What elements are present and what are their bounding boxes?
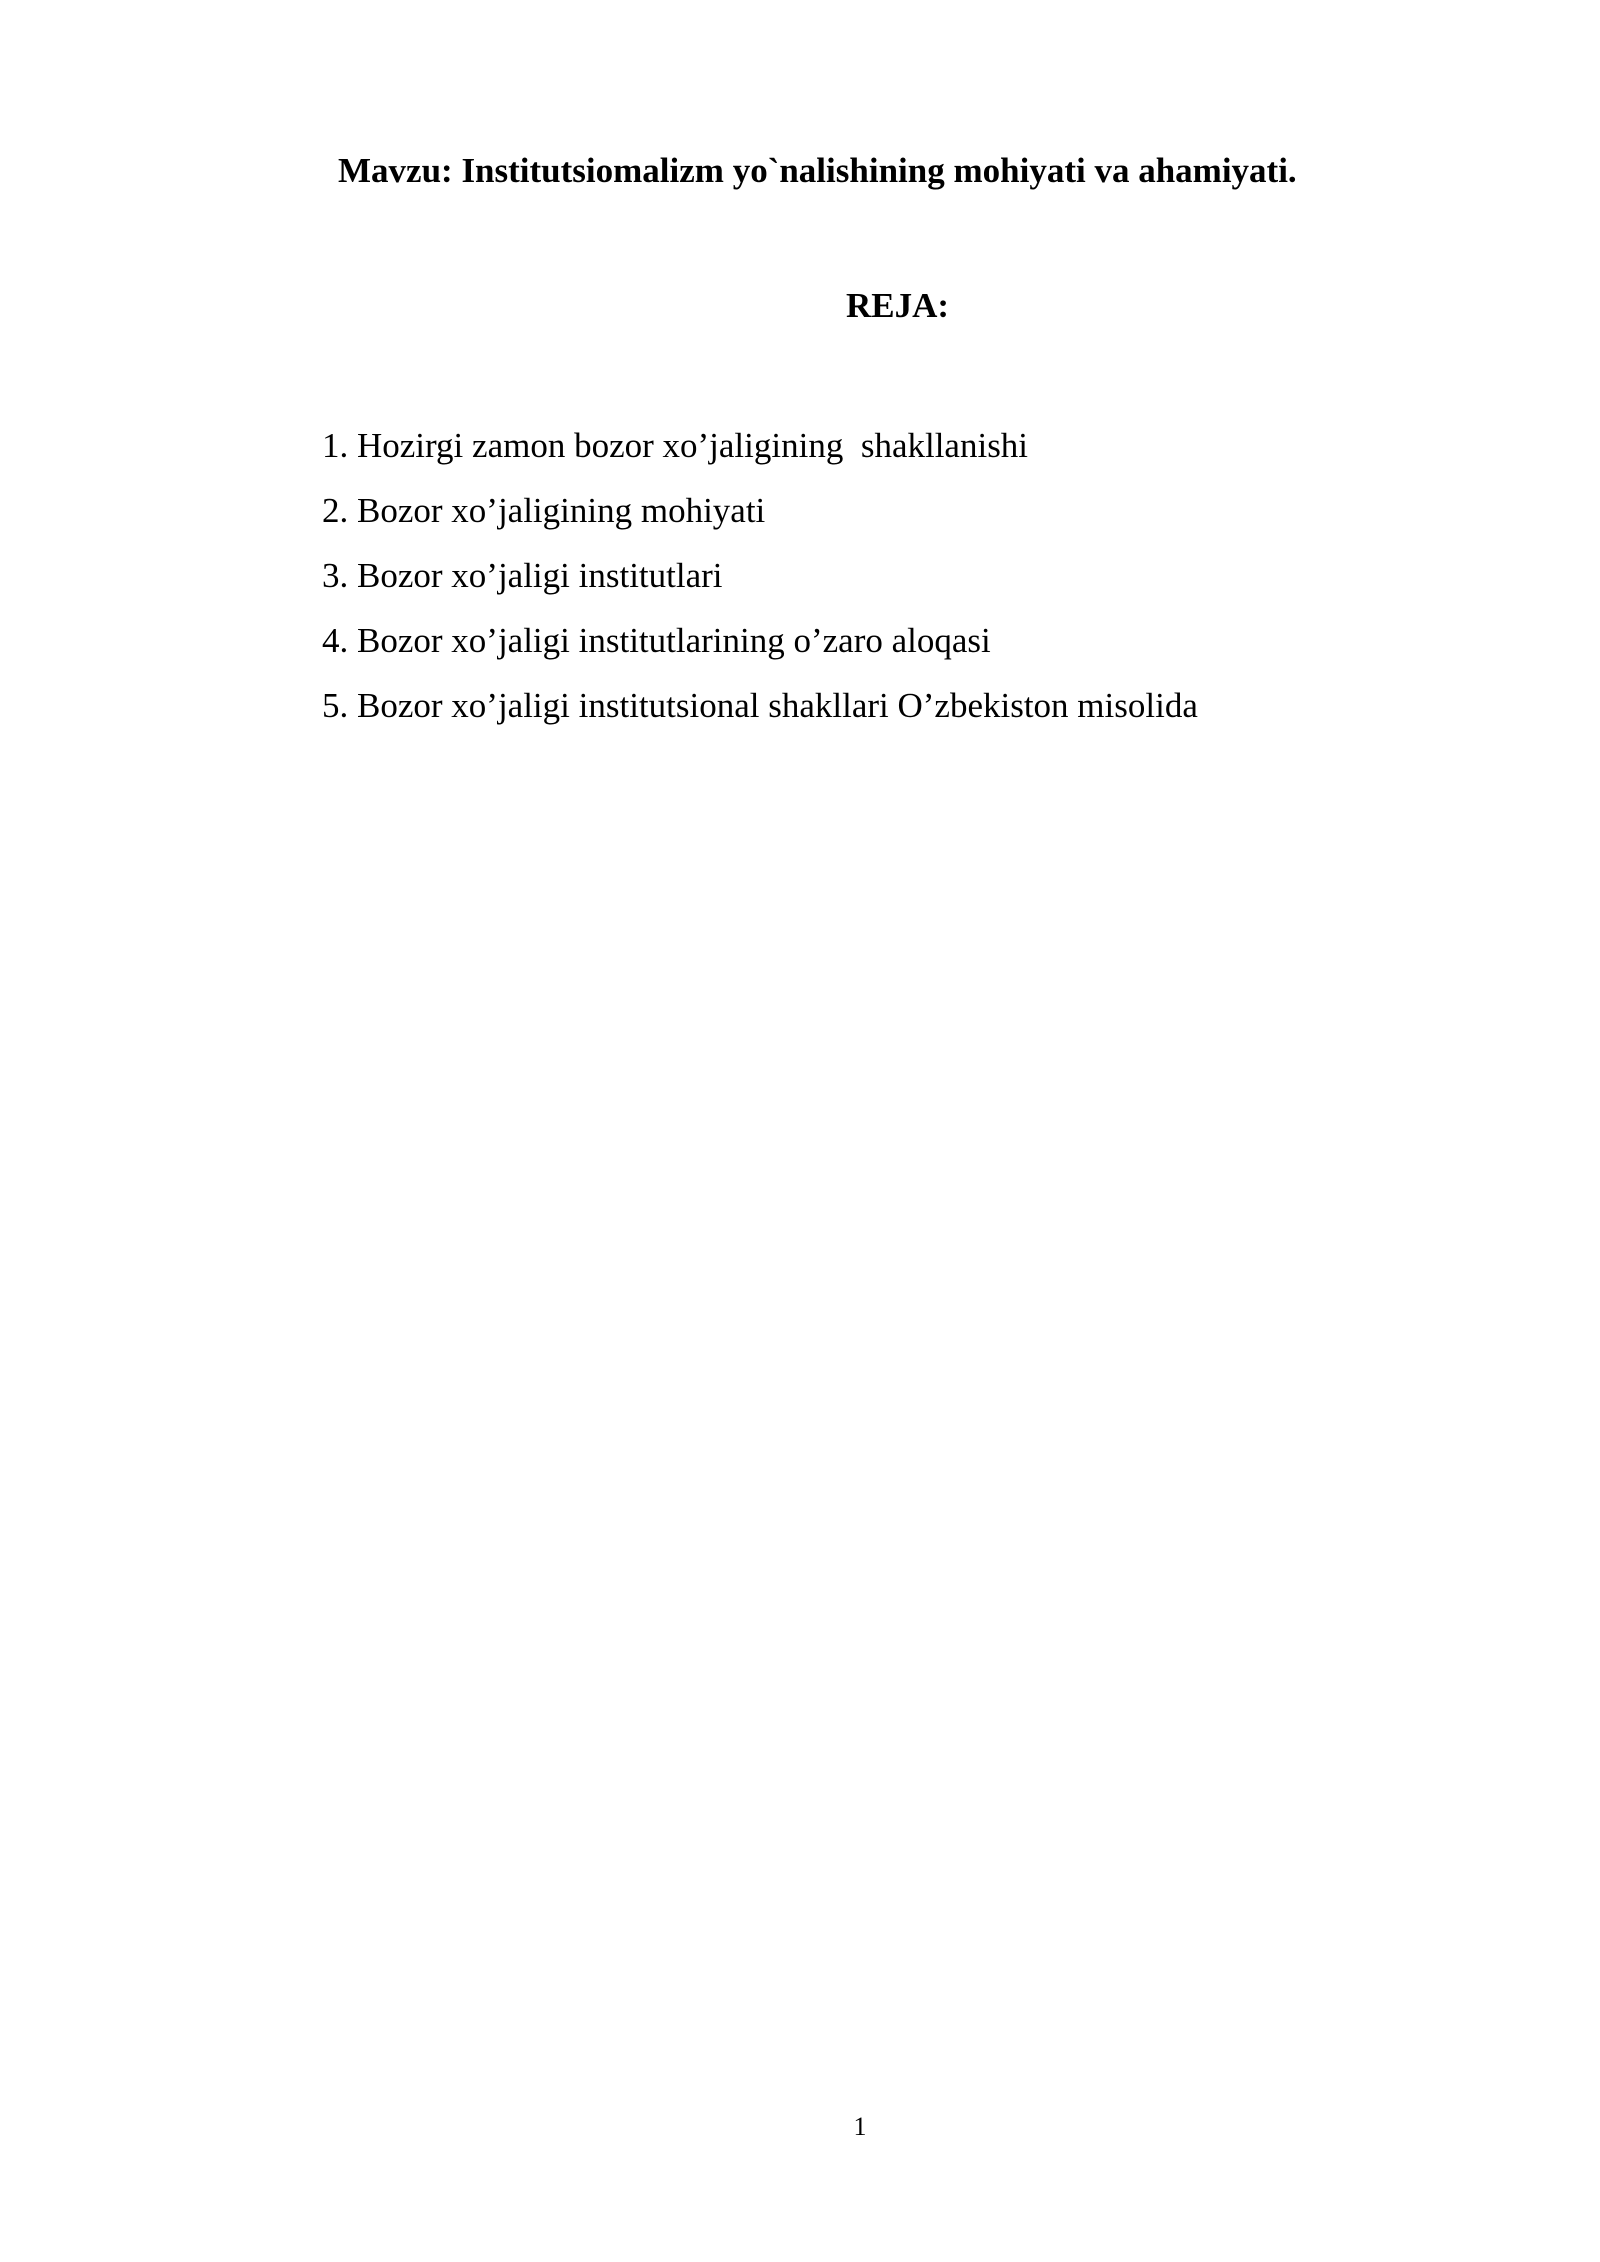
plan-heading: REJA: — [846, 286, 950, 325]
plan-item: 3. Bozor xo’jaligi institutlari — [322, 556, 723, 595]
document-title: Mavzu: Institutsiomalizm yo`nalishining mohiyati va ahamiyati. — [338, 151, 1297, 190]
plan-list — [322, 413, 1198, 738]
plan-item: 1. Hozirgi zamon bozor xo’jaligining shakllanishi — [322, 426, 1029, 465]
page-number: 1 — [853, 2112, 867, 2141]
plan-item: 5. Bozor xo’jaligi institutsional shakllari O’zbekiston misolida — [322, 686, 1198, 725]
plan-item: 2. Bozor xo’jaligining mohiyati — [322, 491, 766, 530]
plan-item: 4. Bozor xo’jaligi institutlarining o’zaro aloqasi — [322, 621, 991, 660]
